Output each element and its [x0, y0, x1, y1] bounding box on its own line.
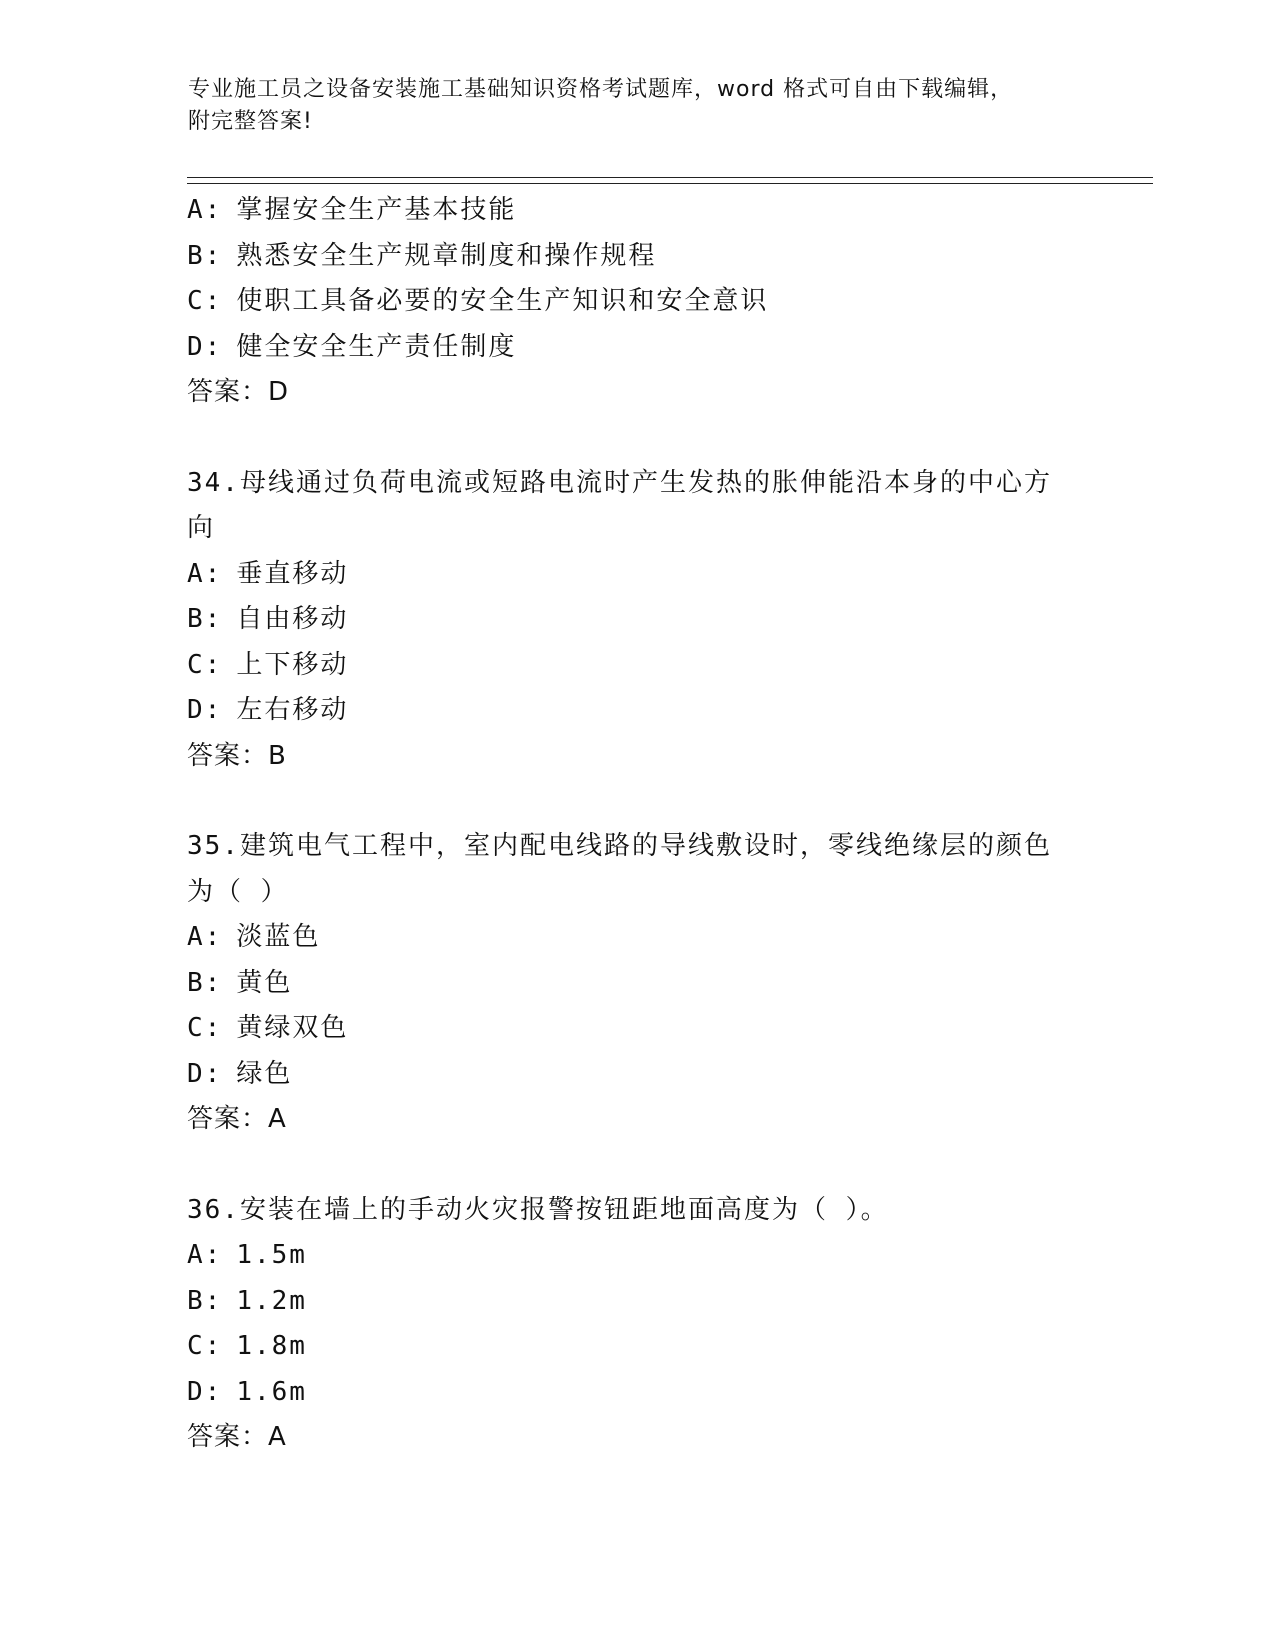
answer-line: 答案：D	[187, 377, 290, 407]
header-divider-bottom	[187, 183, 1153, 184]
question-stem: 35.建筑电气工程中，室内配电线路的导线敷设时，零线绝缘层的颜色	[187, 831, 1052, 861]
option-d: D: 健全安全生产责任制度	[187, 331, 517, 362]
option-a: A: 掌握安全生产基本技能	[187, 195, 517, 225]
question-stem: 36.安装在墙上的手动火灾报警按钮距地面高度为（ ）。	[187, 1194, 889, 1225]
question-36	[187, 1188, 1087, 1461]
option-d: D: 绿色	[187, 1058, 293, 1089]
question-33-continuation	[187, 188, 1087, 416]
option-d: D: 1.6m	[187, 1376, 307, 1407]
answer-line: 答案：A	[187, 1422, 287, 1452]
question-34	[187, 461, 1087, 780]
question-list	[187, 188, 1087, 1461]
option-b: B: 1.2m	[187, 1285, 307, 1316]
option-a: A: 垂直移动	[187, 558, 349, 589]
option-c: C: 上下移动	[187, 649, 349, 680]
option-b: B: 熟悉安全生产规章制度和操作规程	[187, 240, 657, 271]
answer-line: 答案：A	[187, 1104, 287, 1134]
option-b: B: 自由移动	[187, 604, 349, 634]
option-a: A: 1.5m	[187, 1240, 307, 1270]
header-line-1: 专业施工员之设备安装施工基础知识资格考试题库，word 格式可自由下载编辑，	[188, 77, 1014, 102]
answer-line: 答案：B	[187, 740, 287, 771]
option-c: C: 黄绿双色	[187, 1013, 349, 1043]
question-stem-continued: 为（ ）	[187, 876, 289, 907]
option-c: C: 1.8m	[187, 1331, 307, 1361]
question-35	[187, 824, 1087, 1143]
option-c: C: 使职工具备必要的安全生产知识和安全意识	[187, 286, 769, 316]
option-d: D: 左右移动	[187, 695, 349, 725]
option-a: A: 淡蓝色	[187, 922, 321, 952]
question-stem-continued: 向	[187, 513, 216, 543]
question-stem: 34.母线通过负荷电流或短路电流时产生发热的胀伸能沿本身的中心方	[187, 467, 1052, 498]
header-divider-top	[187, 177, 1153, 178]
header-line-2: 附完整答案!	[188, 109, 313, 134]
document-header	[188, 74, 1068, 138]
option-b: B: 黄色	[187, 967, 293, 998]
